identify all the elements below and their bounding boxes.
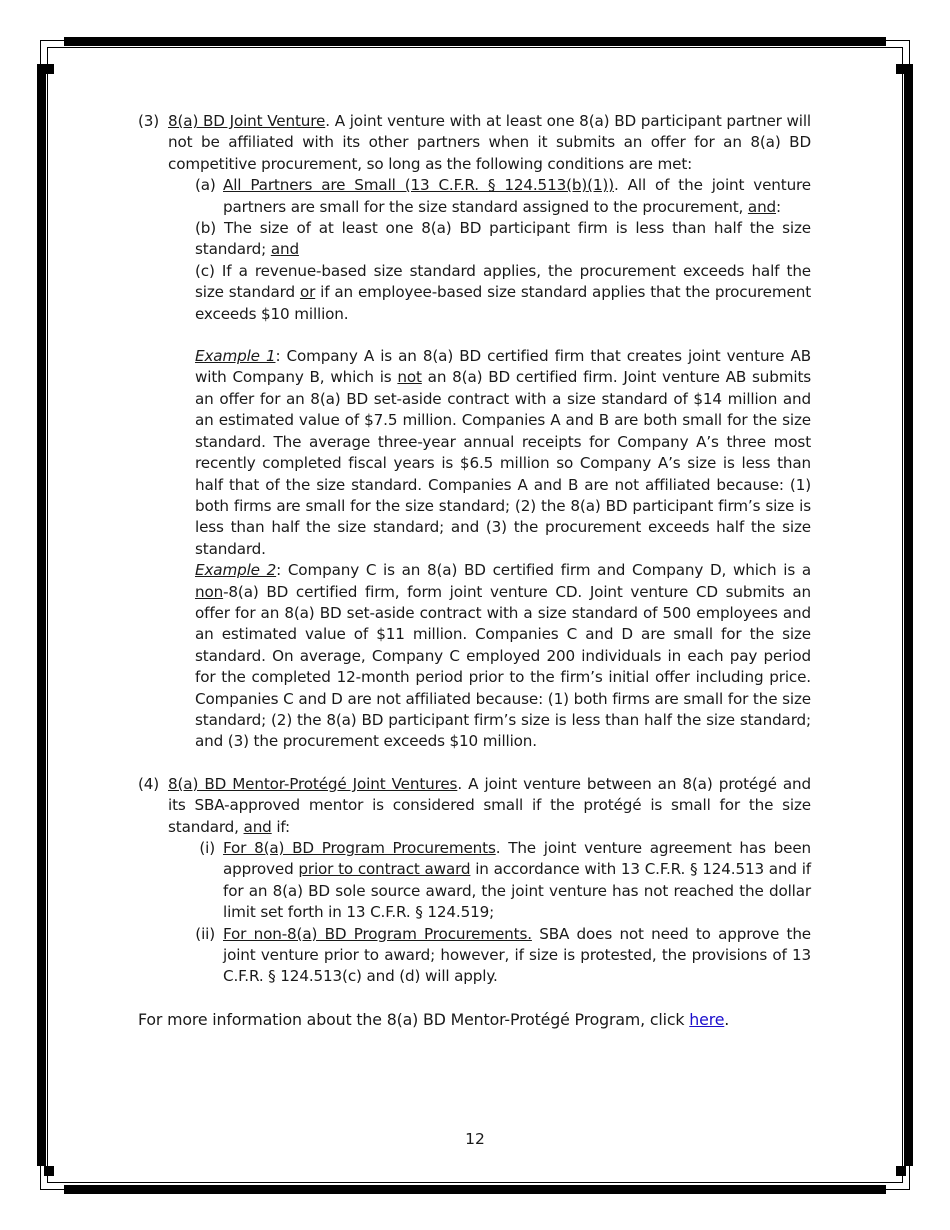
example-label: Example 1 [195, 347, 276, 366]
condition-a: (a) All Partners are Small (13 C.F.R. § 124.513(b)(1)). All of the joint venture partners are small for the size standard assigned to the procurement, and: [195, 176, 811, 216]
condition-c: (c) If a revenue-based size standard applies, the procurement exceeds half the size standard or if an employee-based size standard applies that the procurement exceeds $10 million. [195, 261, 811, 323]
border-bar-left [37, 64, 46, 1166]
section-4-intro: 8(a) BD Mentor-Protégé Joint Ventures. A joint venture between an 8(a) protégé and its SBA-approved mentor is considered small if the protégé is small for the size standard, and if: [168, 774, 811, 836]
condition-heading: For non-8(a) BD Program Procurements. [223, 924, 532, 943]
section-4 [138, 774, 811, 838]
border-bar-bottom [64, 1185, 886, 1194]
border-bar-right [904, 64, 913, 1166]
border-bar-top [64, 37, 886, 46]
section-number: (3) [138, 112, 160, 130]
document-body [138, 111, 811, 1030]
condition-b: (b) The size of at least one 8(a) BD participant firm is less than half the size standard; and [195, 219, 811, 259]
section-heading: 8(a) BD Mentor-Protégé Joint Ventures [168, 774, 458, 793]
condition-heading: For 8(a) BD Program Procurements [223, 839, 496, 857]
section-number: (4) [138, 774, 160, 793]
example-2: Example 2: Company C is an 8(a) BD certified firm and Company D, which is a non-8(a) BD certified firm, form joint venture CD. Joint venture CD submits an offer for an 8(a) BD set-aside contract with a size standard of 500 employees and an estimated value of $11 million. Companies C and D are small for the size standard. On average, Company C employed 200 individuals in each pay period for the completed 12-month period prior to the firm’s initial offer including price. Companies C and D are not affiliated because: (1) both firms are small for the size standard; (2) the 8(a) BD participant firm’s size is less than half the size standard; and (3) the procurement exceeds $10 million. [195, 561, 811, 751]
section-3 [138, 111, 811, 175]
section-3-intro: 8(a) BD Joint Venture. A joint venture with at least one 8(a) BD participant partner will not be affiliated with its other partners when it submits an offer for an 8(a) BD competitive procurement, so long as the following conditions are met: [168, 112, 812, 173]
page-number: 12 [465, 1130, 485, 1148]
here-link[interactable]: here [689, 1009, 725, 1029]
condition-i: (i) For 8(a) BD Program Procurements. The joint venture agreement has been approved prior to contract award in accordance with 13 C.F.R. § 124.513 and if for an 8(a) BD sole source award, the joint venture has not reached the dollar limit set forth in 13 C.F.R. § 124.519; [199, 839, 811, 922]
condition-heading: All Partners are Small (13 C.F.R. § 124.513(b)(1)) [223, 176, 614, 195]
condition-ii: (ii) For non-8(a) BD Program Procurements. SBA does not need to approve the joint venture prior to award; however, if size is protested, the provisions of 13 C.F.R. § 124.513(c) and (d) will apply. [195, 924, 811, 986]
example-label: Example 2 [195, 561, 277, 580]
example-1: Example 1: Company A is an 8(a) BD certified firm that creates joint venture AB with Company B, which is not an 8(a) BD certified firm. Joint venture AB submits an offer for an 8(a) BD set-aside contract with a size standard of $14 million and an estimated value of $7.5 million. Companies A and B are both small for the size standard. The average three-year annual receipts for Company A’s three most recently completed fiscal years is $6.5 million so Company A’s size is less than half that of the size standard. Companies A and B are not affiliated because: (1) both firms are small for the size standard; (2) the 8(a) BD participant firm’s size is less than half the size standard; and (3) the procurement exceeds half the size standard. [195, 347, 812, 558]
section-heading: 8(a) BD Joint Venture [168, 112, 326, 130]
more-info-line: For more information about the 8(a) BD Mentor-Protégé Program, click here. [138, 1009, 730, 1029]
